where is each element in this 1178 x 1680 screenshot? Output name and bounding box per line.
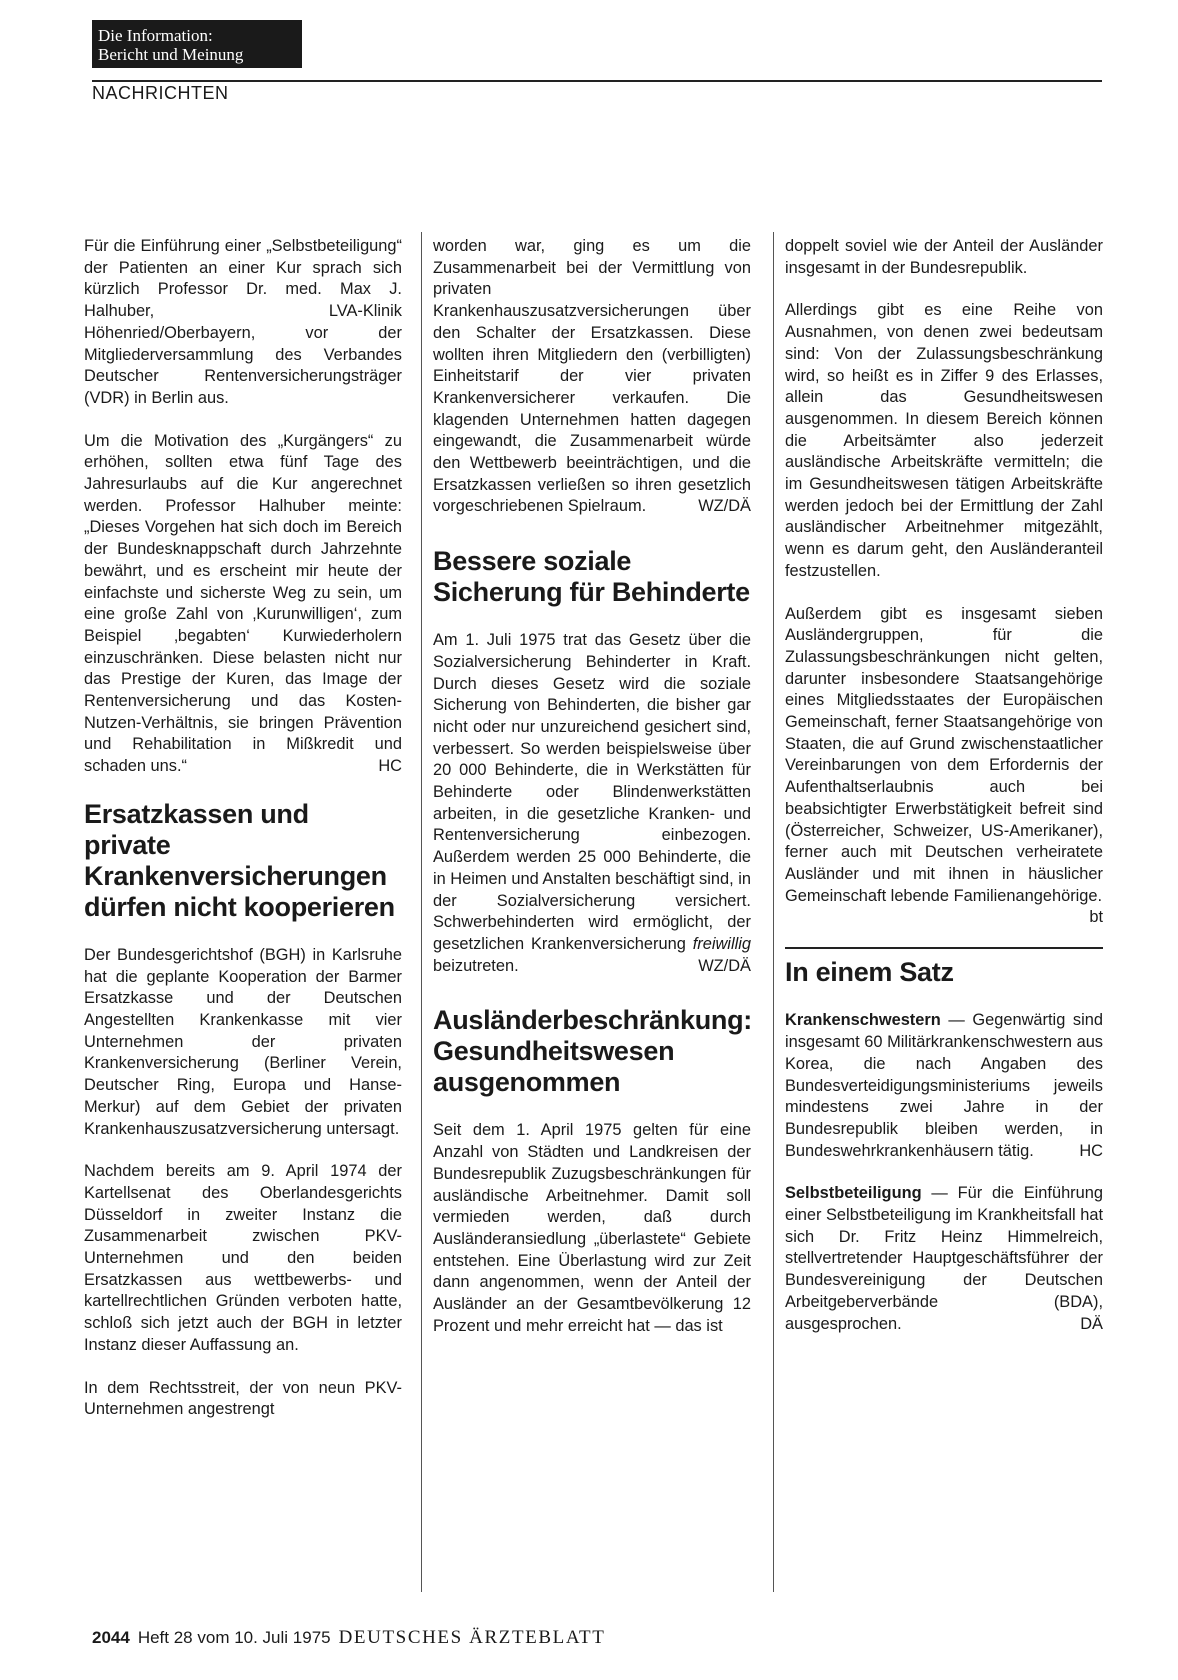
paragraph: Der Bundesgerichtshof (BGH) in Karlsruhe hat die geplante Kooperation der Barmer Ersatzkasse und der Deutschen Angestellten Krankenkasse mit vier Unternehmen der privaten Krankenversicherung (Berliner Verein, Deutscher Ring, Europa und Hanse-Merkur) auf dem Gebiet der privaten Krankenhauszusatzversicherung untersagt. [84, 945, 402, 1138]
italic-word: freiwillig [692, 934, 751, 953]
header-rule [92, 80, 1102, 82]
paragraph-text: Am 1. Juli 1975 trat das Gesetz über die Sozialversicherung Behinderter in Kraft. Durch dieses Gesetz wird die soziale Sicherung von Behinderten, die bisher gar nicht oder nur unzureichend gesichert sind, verbessert. So werden beispielsweise über 20 000 Behinderte, die in Werkstätten für Behinderte oder Blindenwerkstätten arbeiten, in die gesetzliche Kranken- und Rentenversicherung einbezogen. Außerdem werden 25 000 Behinderte, die in Heimen und Anstalten beschäftigt sind, in der Sozialversicherung versichert. Schwerbehinderten wird ermöglicht, der gesetzlichen Krankenversicherung [433, 631, 751, 953]
author-tag: HC [378, 757, 402, 776]
author-tag: WZ/DÄ [698, 956, 751, 975]
box-rule [785, 947, 1103, 949]
headline-auslaenderbeschraenkung: Ausländerbeschränkung: Gesundheitswesen ausgenommen [433, 1005, 752, 1098]
news-item [785, 1010, 1103, 1162]
item-text: — Gegenwärtig sind insgesamt 60 Militärkrankenschwestern aus Korea, die nach Angaben des Bundesverteidigungsministeriums jeweils mindestens zwei Jahre in der Bundesrepublik bleiben werden, in Bundeswehrkrankenhäusern tätig. [785, 1011, 1103, 1160]
magazine-name: DEUTSCHES ÄRZTEBLATT [338, 1627, 606, 1648]
item-keyword: Selbstbeteiligung [785, 1184, 922, 1203]
page-footer [92, 1627, 605, 1649]
headline-ersatzkassen: Ersatzkassen und private Krankenversicherungen dürfen nicht kooperieren [84, 798, 395, 922]
paragraph-text: Außerdem gibt es insgesamt sieben Ausländergruppen, für die Zulassungsbeschränkungen nicht gelten, darunter insbesondere Staatsangehörige eines Mitgliedsstaates der Europäischen Gemeinschaft, ferner Staatsangehörige von Staaten, die auf Grund zwischenstaatlicher Vereinbarungen von dem Erfordernis der Aufenthaltserlaubnis auch bei beabsichtigter Erwerbstätigkeit befreit sind (Österreicher, Schweizer, US-Amerikaner), ferner auch mit Deutschen verheiratete Ausländer und mit ihnen in häuslicher Gemeinschaft lebende Familienangehörige. [785, 604, 1103, 905]
news-item [785, 1183, 1103, 1335]
paragraph-text: Um die Motivation des „Kurgängers“ zu erhöhen, sollten etwa fünf Tage des Jahresurlaubs auf die Kur angerechnet werden. Professor Halhuber meinte: „Dieses Vorgehen hat sich doch im Bereich der Bundesknappschaft durch Jahrzehnte bewährt, und es erscheint mir heute der einfachste und sicherste Weg zu sein, um eine große Zahl von ‚Kurunwilligen‘, zum Beispiel ‚begabten‘ Kurwiederholern einzuschränken. Diese belasten nicht nur das Prestige der Kuren, das Image der Rentenversicherung und das Kosten-Nutzen-Verhältnis, sie bringen Prävention und Rehabilitation in Mißkredit und schaden uns.“ [84, 431, 402, 776]
author-tag: WZ/DÄ [698, 497, 751, 516]
paragraph [785, 604, 1103, 927]
column-1 [84, 236, 402, 1442]
paragraph-text: beizutreten. [433, 956, 519, 975]
paragraph [84, 431, 402, 778]
paragraph: Für die Einführung einer „Selbstbeteiligung“ der Patienten an einer Kur sprach sich kürzlich Professor Dr. med. Max J. Halhuber, LVA-Klinik Höhenried/Oberbayern, vor der Mitgliederversammlung des Verbandes Deutscher Rentenversicherungsträger (VDR) in Berlin aus. [84, 237, 402, 407]
paragraph: Seit dem 1. April 1975 gelten für eine Anzahl von Städten und Landkreisen der Bundesrepublik Zuzugsbeschränkungen für ausländische Arbeitnehmer. Damit soll vermieden werden, daß durch Ausländeransiedlung „überlastete“ Gebiete entstehen. Eine Überlastung wird zur Zeit dann angenommen, wenn der Anteil der Ausländer an der Gesamtbevölkerung 12 Prozent und mehr erreicht hat — das ist [433, 1121, 751, 1335]
section-title: NACHRICHTEN [92, 83, 229, 103]
item-keyword: Krankenschwestern [785, 1011, 941, 1030]
author-tag: HC [1079, 1141, 1103, 1160]
paragraph [433, 630, 751, 977]
rubric-badge [92, 20, 302, 68]
page-number: 2044 [92, 1628, 130, 1647]
rubric-line-2: Bericht und Meinung [98, 45, 244, 64]
box-title: In einem Satz [785, 957, 954, 988]
paragraph: Allerdings gibt es eine Reihe von Ausnahmen, von denen zwei bedeutsam sind: Von der Zulassungsbeschränkung wird, so heißt es in Ziffer 9 des Erlasses, allein das Gesundheitswesen ausgenommen. In diesem Bereich können die Arbeitsämter also jederzeit ausländische Arbeitskräfte vermitteln; die im Gesundheitswesen tätigen Arbeitskräfte werden jedoch bei der Ermittlung der Zahl ausländischer Arbeitnehmer mitgezählt, wenn es darum geht, den Ausländeranteil festzustellen. [785, 301, 1103, 580]
paragraph: doppelt soviel wie der Anteil der Ausländer insgesamt in der Bundesrepublik. [785, 237, 1103, 277]
issue-info: Heft 28 vom 10. Juli 1975 [137, 1628, 331, 1647]
column-3 [785, 236, 1103, 1356]
rubric-line-1: Die Information: [98, 26, 213, 45]
headline-behinderte: Bessere soziale Sicherung für Behinderte [433, 546, 750, 608]
author-tag: DÄ [1080, 1314, 1103, 1333]
author-tag: bt [1089, 908, 1103, 927]
paragraph: Nachdem bereits am 9. April 1974 der Kartellsenat des Oberlandesgerichts Düsseldorf in zweiter Instanz die Zusammenarbeit zwischen PKV-Unternehmen und den beiden Ersatzkassen aus wettbewerbs- und kartellrechtlichen Gründen verboten hatte, schloß sich jetzt auch der BGH in letzter Instanz dieser Auffassung an. [84, 1162, 402, 1354]
column-divider-1 [421, 232, 422, 1592]
paragraph-text: worden war, ging es um die Zusammenarbeit bei der Vermittlung von privaten Krankenhauszusatzversicherungen über den Schalter der Ersatzkassen. Diese wollten ihren Mitgliedern den (verbilligten) Einheitstarif der vier privaten Krankenversicherer verkaufen. Die klagenden Unternehmen hatten dagegen eingewandt, die Zusammenarbeit würde den Wettbewerb beeinträchtigen, und die Ersatzkassen verließen so ihren gesetzlich vorgeschriebenen Spielraum. [433, 237, 751, 516]
paragraph [433, 236, 751, 518]
item-text: — Für die Einführung einer Selbstbeteiligung im Krankheitsfall hat sich Dr. Fritz Heinz Himmelreich, stellvertretender Hauptgeschäftsführer der Bundesvereinigung der Deutschen Arbeitgeberverbände (BDA), ausgesprochen. [785, 1184, 1103, 1333]
paragraph: In dem Rechtsstreit, der von neun PKV-Unternehmen angestrengt [84, 1378, 402, 1419]
column-2 [433, 236, 751, 1358]
column-divider-2 [773, 232, 774, 1592]
